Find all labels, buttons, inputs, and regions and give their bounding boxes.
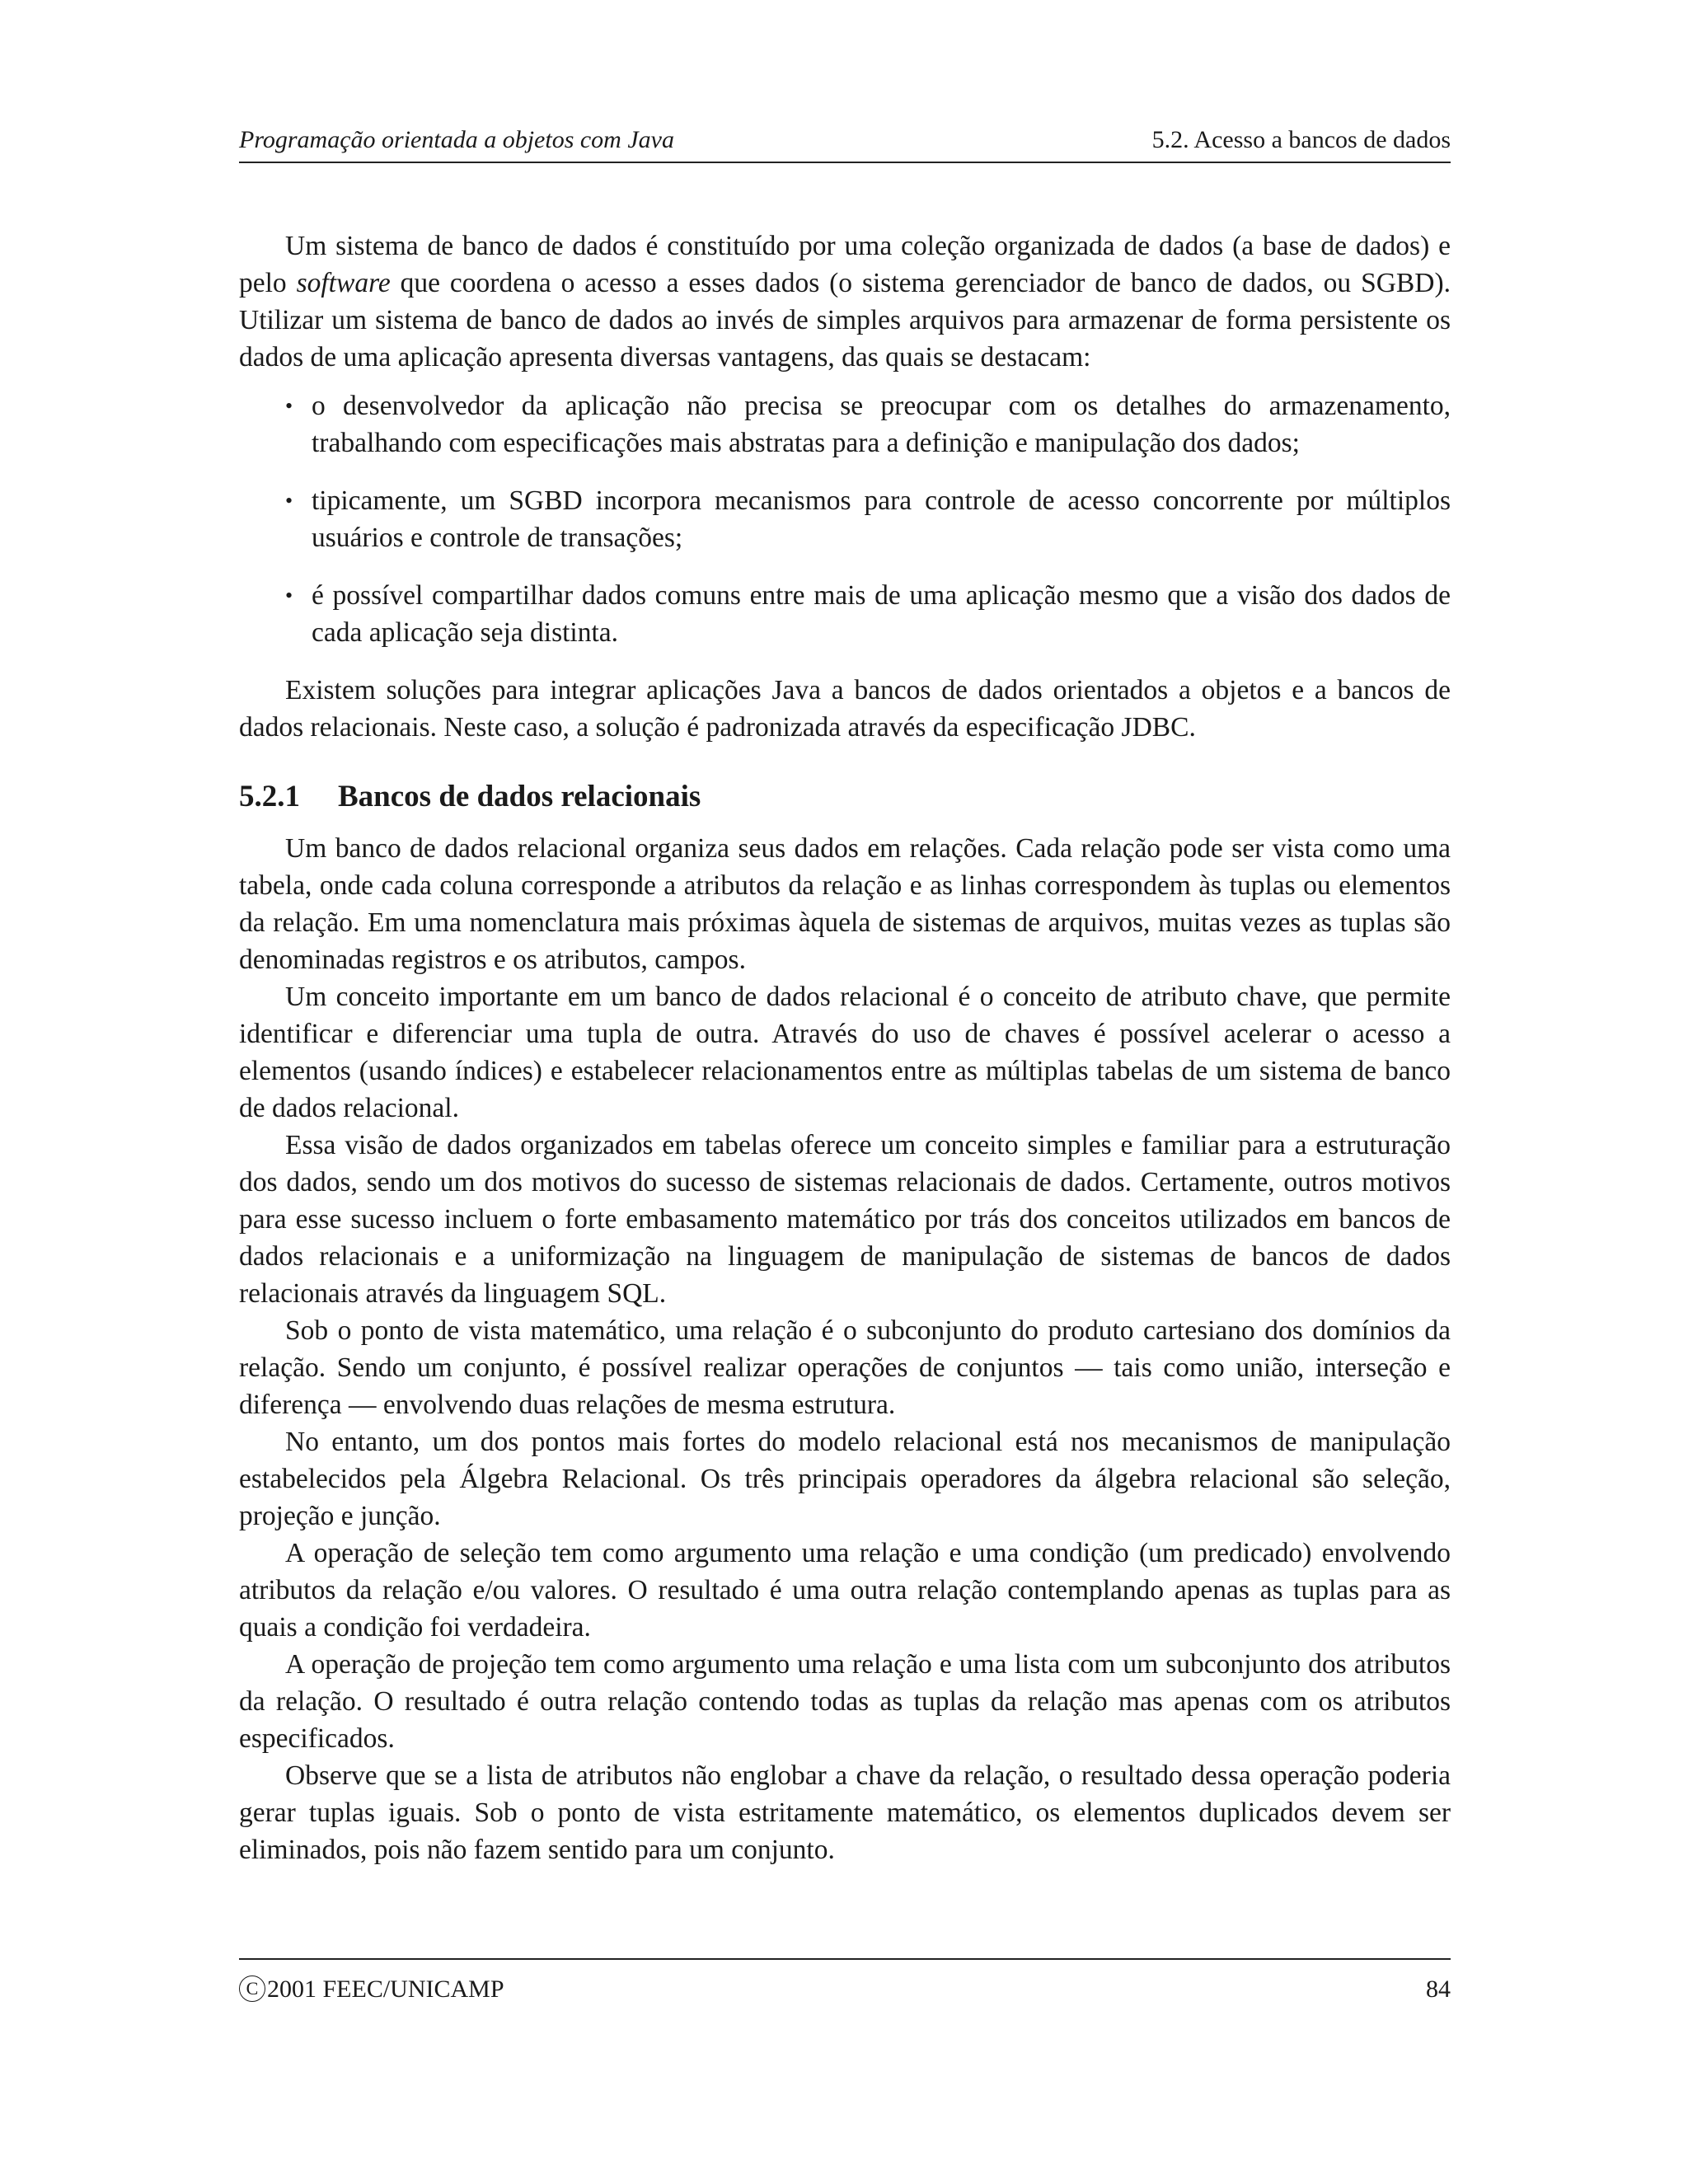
bullet-icon: • [285, 489, 293, 513]
section-title: 5.2. Acesso a bancos de dados [1151, 126, 1451, 153]
document-page [239, 0, 1451, 2184]
page-number: 84 [1426, 1975, 1451, 2003]
body-paragraph: Observe que se a lista de atributos não englobar a chave da relação, o resultado dessa operação poderia gerar tuplas iguais. Sob o ponto de vista estritamente matemático, os elementos duplicados devem ser eliminados, pois não fazem sentido para um conjunto. [239, 1760, 1451, 1865]
section-heading [239, 777, 1451, 817]
intro-paragraph-1: Um sistema de banco de dados é constituído por uma coleção organizada de dados (a base de dados) e pelo software que coordena o acesso a esses dados (o sistema gerenciador de banco de dados, ou SGBD). Utilizar um sistema de banco de dados ao invés de simples arquivos para armazenar de forma persistente os dados de uma aplicação apresenta diversas vantagens, das quais se destacam: [239, 231, 1451, 373]
copyright-text: 2001 FEEC/UNICAMP [267, 1975, 504, 2003]
copyright-icon: C [239, 1975, 265, 2002]
list-item: • é possível compartilhar dados comuns entre mais de uma aplicação mesmo que a visão dos dados de cada aplicação seja distinta. [285, 577, 1451, 651]
body-paragraph: Um conceito importante em um banco de dados relacional é o conceito de atributo chave, que permite identificar e diferenciar uma tupla de outra. Através do uso de chaves é possível acelerar o acesso a elementos (usando índices) e estabelecer relacionamentos entre as múltiplas tabelas de um sistema de banco de dados relacional. [239, 982, 1451, 1123]
body-paragraph: A operação de seleção tem como argumento uma relação e uma condição (um predicado) envolvendo atributos da relação e/ou valores. O resultado é uma outra relação contemplando apenas as tuplas para as quais a condição foi verdadeira. [239, 1538, 1451, 1643]
body-paragraph: Um banco de dados relacional organiza seus dados em relações. Cada relação pode ser vista como uma tabela, onde cada coluna corresponde a atributos da relação e as linhas correspondem às tuplas ou elementos da relação. Em uma nomenclatura mais próximas àquela de sistemas de arquivos, muitas vezes as tuplas são denominadas registros e os atributos, campos. [239, 833, 1451, 975]
section-number: 5.2.1 [239, 780, 300, 813]
footer-copyright [239, 1971, 504, 2008]
running-header [239, 122, 1451, 163]
page-footer [239, 1958, 1451, 2003]
intro-paragraph-2: Existem soluções para integrar aplicações Java a bancos de dados orientados a objetos e a bancos de dados relacionais. Neste caso, a solução é padronizada através da especificação JDBC. [239, 675, 1451, 743]
list-item: • tipicamente, um SGBD incorpora mecanismos para controle de acesso concorrente por múltiplos usuários e controle de transações; [285, 482, 1451, 556]
section-heading-title: Bancos de dados relacionais [338, 780, 701, 813]
bullet-icon: • [285, 583, 293, 607]
advantages-list [239, 387, 1451, 651]
body-paragraph: Sob o ponto de vista matemático, uma relação é o subconjunto do produto cartesiano dos domínios da relação. Sendo um conjunto, é possível realizar operações de conjuntos — tais como união, interseção e diferença — envolvendo duas relações de mesma estrutura. [239, 1315, 1451, 1420]
bullet-icon: • [285, 394, 293, 418]
body-paragraph: No entanto, um dos pontos mais fortes do modelo relacional está nos mecanismos de manipulação estabelecidos pela Álgebra Relacional. Os três principais operadores da álgebra relacional são seleção, projeção e junção. [239, 1427, 1451, 1531]
emphasis-software: software [296, 268, 391, 298]
body-paragraph: A operação de projeção tem como argumento uma relação e uma lista com um subconjunto dos atributos da relação. O resultado é outra relação contendo todas as tuplas da relação mas apenas com os atributos especificados. [239, 1649, 1451, 1754]
book-title: Programação orientada a objetos com Java [239, 126, 674, 153]
body-paragraph: Essa visão de dados organizados em tabelas oferece um conceito simples e familiar para a estruturação dos dados, sendo um dos motivos do sucesso de sistemas relacionais de dados. Certamente, outros motivos para esse sucesso incluem o forte embasamento matemático por trás dos conceitos utilizados em bancos de dados relacionais e a uniformização na linguagem de manipulação de sistemas de bancos de dados relacionais através da linguagem SQL. [239, 1130, 1451, 1309]
list-item: • o desenvolvedor da aplicação não precisa se preocupar com os detalhes do armazenamento, trabalhando com especificações mais abstratas para a definição e manipulação dos dados; [285, 387, 1451, 462]
page-body [239, 227, 1451, 1868]
